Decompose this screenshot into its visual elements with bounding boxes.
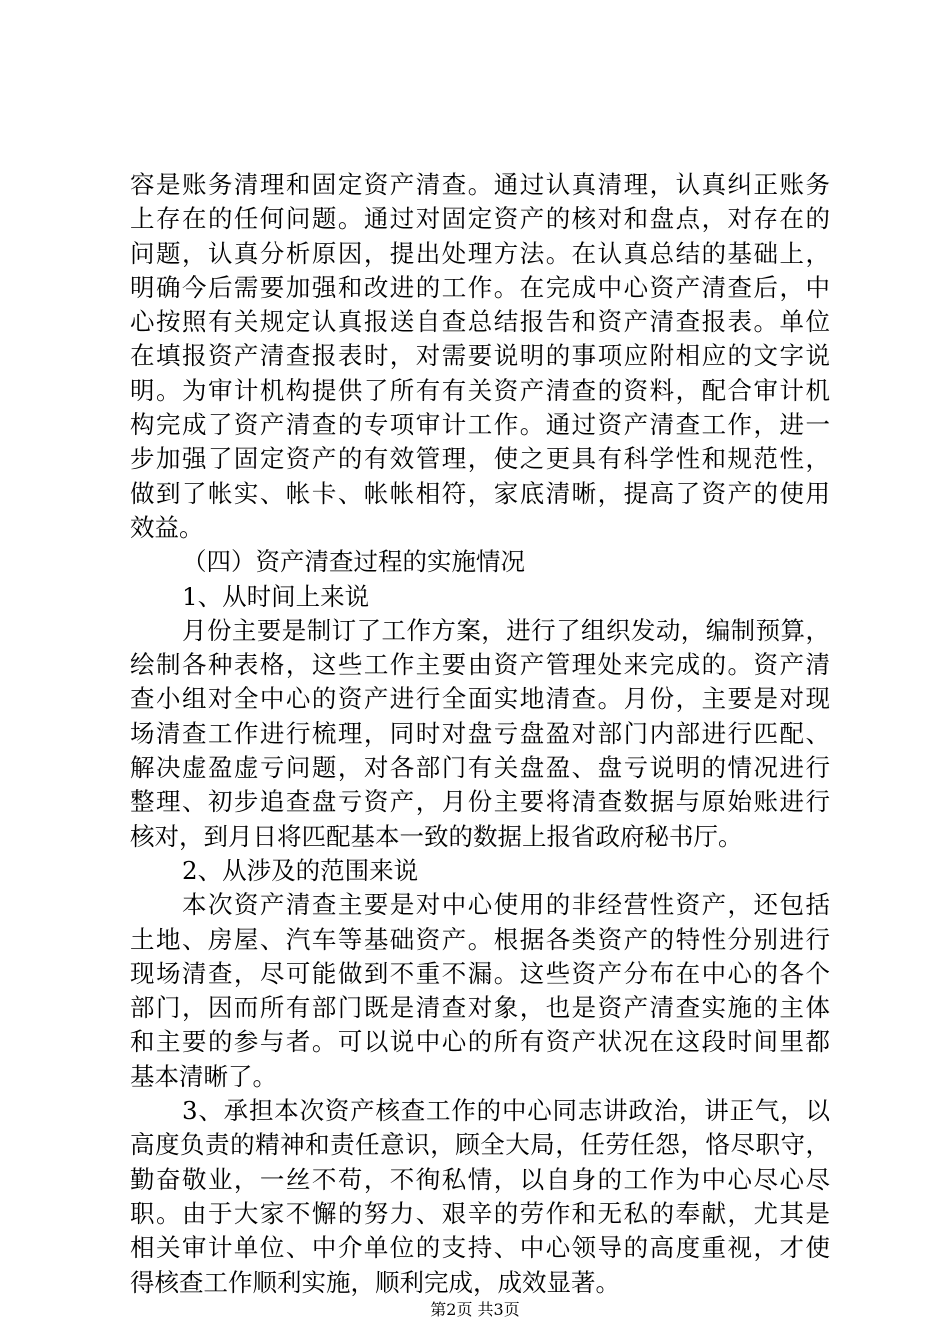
text-line: 得核查工作顺利实施，顺利完成，成效显著。 xyxy=(130,1267,620,1297)
paragraph xyxy=(130,1094,830,1300)
text-line: 现场清查，尽可能做到不重不漏。这些资产分布在中心的各个 xyxy=(130,958,830,988)
text-line: 土地、房屋、汽车等基础资产。根据各类资产的特性分别进行 xyxy=(130,924,830,954)
text-line: 2、从涉及的范围来说 xyxy=(182,855,419,885)
text-line: 核对，到月日将匹配基本一致的数据上报省政府秘书厅。 xyxy=(130,821,743,851)
paragraph xyxy=(130,614,830,854)
paragraph xyxy=(130,888,830,1094)
text-line: 步加强了固定资产的有效管理，使之更具有科学性和规范性， xyxy=(130,444,830,474)
text-line: 本次资产清查主要是对中心使用的非经营性资产，还包括 xyxy=(182,890,830,920)
text-line: （四）资产清查过程的实施情况 xyxy=(182,547,525,577)
text-line: 职。由于大家不懈的努力、艰辛的劳作和无私的奉献，尤其是 xyxy=(130,1198,830,1228)
text-line: 1、从时间上来说 xyxy=(182,581,370,611)
document-body xyxy=(130,168,830,1300)
text-line: 构完成了资产清查的专项审计工作。通过资产清查工作，进一 xyxy=(130,410,830,440)
text-line: 明。为审计机构提供了所有有关资产清查的资料，配合审计机 xyxy=(130,375,830,405)
text-line: 勤奋敬业，一丝不苟，不徇私情，以自身的工作为中心尽心尽 xyxy=(130,1164,830,1194)
text-line: 心按照有关规定认真报送自查总结报告和资产清查报表。单位 xyxy=(130,307,830,337)
text-line: 上存在的任何问题。通过对固定资产的核对和盘点，对存在的 xyxy=(130,204,830,234)
section-heading xyxy=(130,854,830,888)
section-heading xyxy=(130,580,830,614)
text-line: 高度负责的精神和责任意识，顾全大局，任劳任怨，恪尽职守， xyxy=(130,1130,830,1160)
text-line: 问题，认真分析原因，提出处理方法。在认真总结的基础上， xyxy=(130,238,830,268)
text-line: 绘制各种表格，这些工作主要由资产管理处来完成的。资产清 xyxy=(130,650,830,680)
text-line: 和主要的参与者。可以说中心的所有资产状况在这段时间里都 xyxy=(130,1027,830,1057)
text-line: 3、承担本次资产核查工作的中心同志讲政治，讲正气，以 xyxy=(182,1096,830,1126)
text-line: 在填报资产清查报表时，对需要说明的事项应附相应的文字说 xyxy=(130,341,830,371)
text-line: 场清查工作进行梳理，同时对盘亏盘盈对部门内部进行匹配、 xyxy=(130,718,830,748)
text-line: 部门，因而所有部门既是清查对象，也是资产清查实施的主体 xyxy=(130,993,830,1023)
text-line: 查小组对全中心的资产进行全面实地清查。月份，主要是对现 xyxy=(130,684,830,714)
text-line: 月份主要是制订了工作方案，进行了组织发动，编制预算， xyxy=(182,615,830,645)
text-line: 解决虚盈虚亏问题，对各部门有关盘盈、盘亏说明的情况进行 xyxy=(130,753,830,783)
text-line: 相关审计单位、中介单位的支持、中心领导的高度重视，才使 xyxy=(130,1233,830,1263)
text-line: 效益。 xyxy=(130,512,204,542)
text-line: 明确今后需要加强和改进的工作。在完成中心资产清查后，中 xyxy=(130,272,830,302)
paragraph xyxy=(130,168,830,545)
page-footer: 第2页 共3页 xyxy=(430,1300,520,1319)
section-heading xyxy=(130,545,830,579)
text-line: 容是账务清理和固定资产清查。通过认真清理，认真纠正账务 xyxy=(130,170,830,199)
text-line: 做到了帐实、帐卡、帐帐相符，家底清晰，提高了资产的使用 xyxy=(130,478,830,508)
text-line: 整理、初步追查盘亏资产，月份主要将清查数据与原始账进行 xyxy=(130,787,830,817)
text-line: 基本清晰了。 xyxy=(130,1061,277,1091)
